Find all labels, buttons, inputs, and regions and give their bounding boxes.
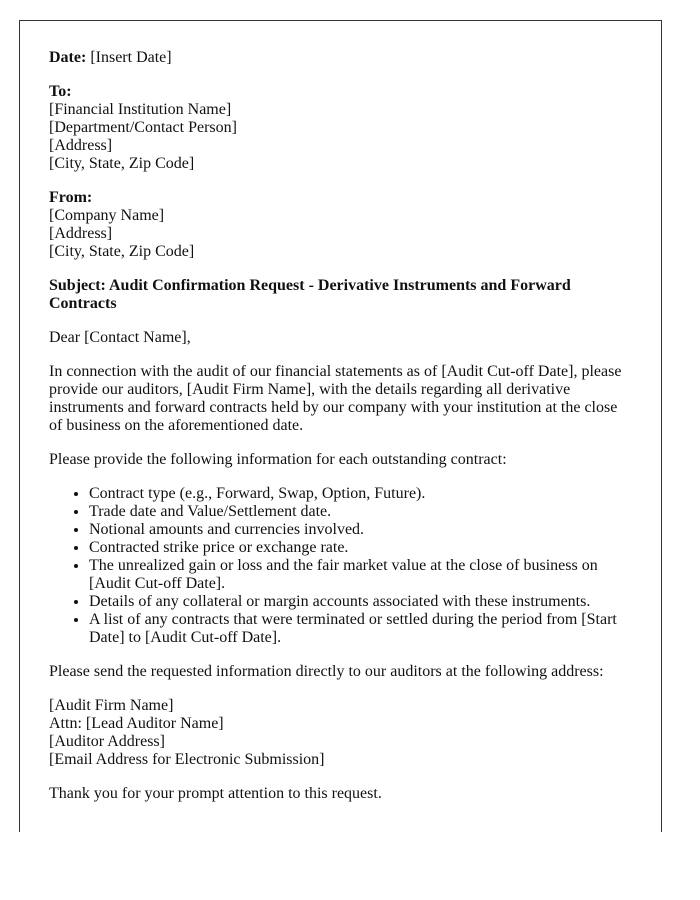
list-item: • The unrealized gain or loss and the fair market value at the close of business on [Audit Cut-off Date]. [89,557,632,593]
auditor-block [49,697,632,769]
auditor-line: [Email Address for Electronic Submission] [49,751,325,768]
date-line [49,49,632,67]
auditor-line: Attn: [Lead Auditor Name] [49,715,224,732]
list-item: • Contract type (e.g., Forward, Swap, Option, Future). [89,485,632,503]
salutation: Dear [Contact Name], [49,329,191,346]
to-line: [Department/Contact Person] [49,119,237,136]
list-item: • Contracted strike price or exchange rate. [89,539,632,557]
to-line: [City, State, Zip Code] [49,155,195,172]
from-line: [Address] [49,225,113,242]
info-list [49,485,632,647]
subject-text: Subject: Audit Confirmation Request - Derivative Instruments and Forward Contracts [49,277,571,312]
date-label: Date: [49,49,87,66]
list-item: • Details of any collateral or margin accounts associated with these instruments. [89,593,632,611]
request-paragraph: Please provide the following information for each outstanding contract: [49,451,507,468]
auditor-line: [Auditor Address] [49,733,165,750]
intro-paragraph: In connection with the audit of our financial statements as of [Audit Cut-off Date], please provide our auditors, [Audit Firm Name], with the details regarding all derivative instruments and forward contracts held by our company with your institution at the close of business on the aforementioned date. [49,363,622,434]
to-label: To: [49,83,72,100]
auditor-line: [Audit Firm Name] [49,697,174,714]
closing-paragraph: Thank you for your prompt attention to this request. [49,785,382,802]
send-paragraph: Please send the requested information directly to our auditors at the following address: [49,663,604,680]
list-item: • Trade date and Value/Settlement date. [89,503,632,521]
to-line: [Address] [49,137,113,154]
to-block [49,83,632,173]
to-line: [Financial Institution Name] [49,101,232,118]
date-value: [Insert Date] [90,49,172,66]
from-line: [Company Name] [49,207,165,224]
from-label: From: [49,189,93,206]
letter-page [19,20,662,832]
from-line: [City, State, Zip Code] [49,243,195,260]
list-item: • Notional amounts and currencies involved. [89,521,632,539]
list-item: • A list of any contracts that were terminated or settled during the period from [Start Date] to [Audit Cut-off Date]. [89,611,632,647]
from-block [49,189,632,261]
subject-line [49,277,632,313]
